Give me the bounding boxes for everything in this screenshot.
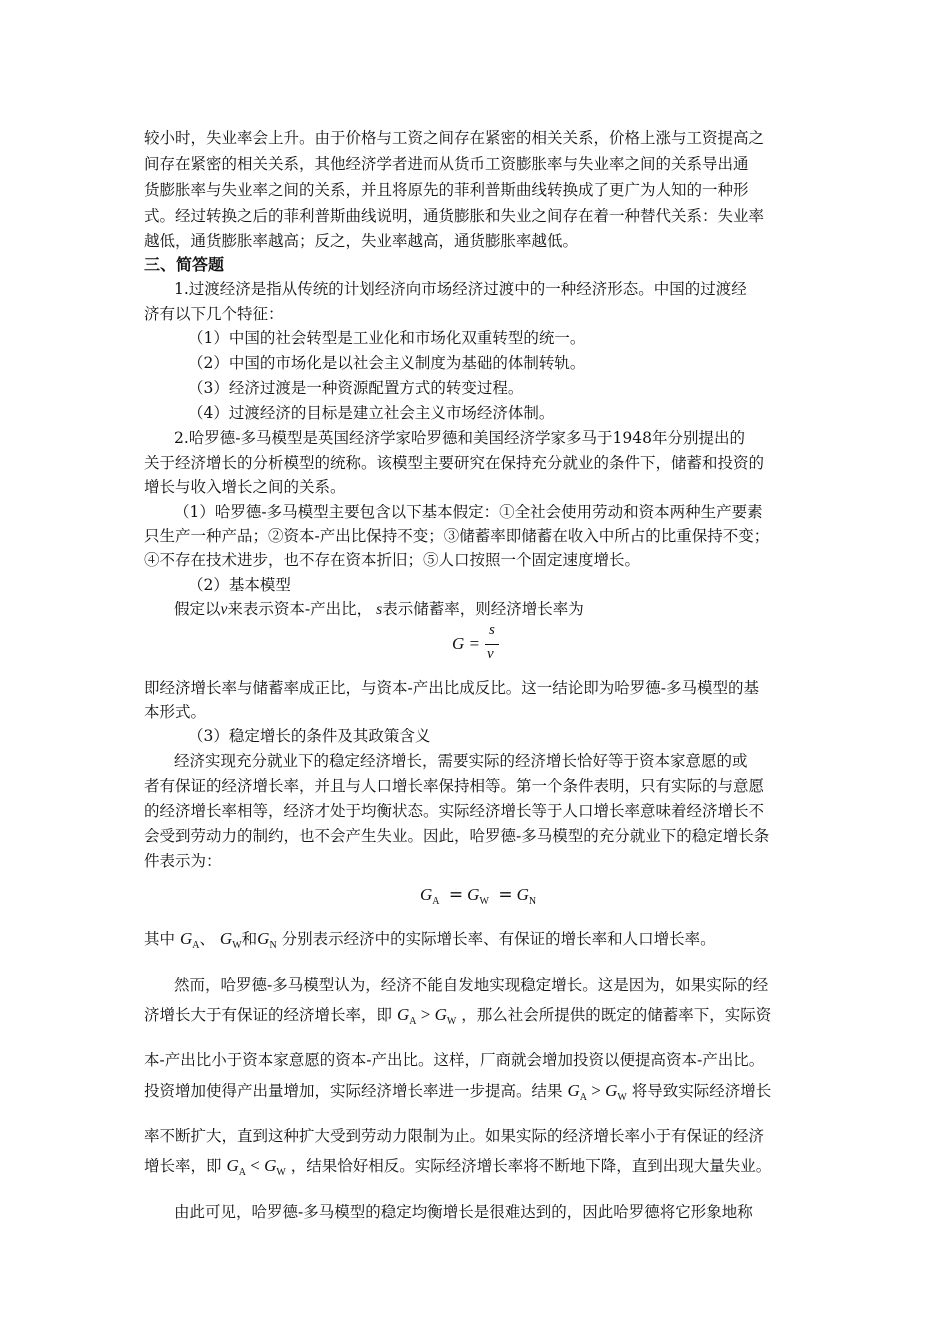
section-heading: 三、简答题 bbox=[144, 255, 225, 274]
paragraph-line: 式。经过转换之后的菲利普斯曲线说明，通货膨胀和失业之间存在着一种替代关系：失业率 bbox=[144, 207, 765, 225]
paragraph-line: 越低，通货膨胀率越高；反之，失业率越高，通货膨胀率越低。 bbox=[144, 232, 579, 250]
paragraph-line: 者有保证的经济增长率，并且与人口增长率保持相等。第一个条件表明，只有实际的与意愿 bbox=[144, 777, 765, 795]
paragraph-line: 的经济增长率相等，经济才处于均衡状态。实际经济增长等于人口增长率意味着经济增长不 bbox=[144, 802, 765, 820]
paragraph-line: 关于经济增长的分析模型的统称。该模型主要研究在保持充分就业的条件下，储蓄和投资的 bbox=[144, 454, 765, 472]
paragraph-line: （1）哈罗德-多马模型主要包含以下基本假定：①全社会使用劳动和资本两种生产要素 bbox=[174, 503, 763, 521]
paragraph-line: 件表示为： bbox=[144, 852, 222, 870]
paragraph-line: 会受到劳动力的制约，也不会产生失业。因此，哈罗德-多马模型的充分就业下的稳定增长条 bbox=[144, 827, 770, 845]
list-item: （1）中国的社会转型是工业化和市场化双重转型的统一。 bbox=[188, 329, 586, 347]
paragraph-line: 货膨胀率与失业率之间的关系，并且将原先的菲利普斯曲线转换成了更广为人知的一种形 bbox=[144, 181, 749, 199]
paragraph-line: 由此可见，哈罗德-多马模型的稳定均衡增长是很难达到的，因此哈罗德将它形象地称 bbox=[174, 1203, 753, 1221]
list-item: （4）过渡经济的目标是建立社会主义市场经济体制。 bbox=[188, 404, 555, 422]
paragraph-line: 济有以下几个特征： bbox=[144, 305, 284, 323]
paragraph-line: 增长率，即 $G_A < G_W$ ，结果恰好相反。实际经济增长率将不断地下降，直到出现大量失业。 bbox=[144, 1156, 772, 1178]
paragraph-line: 即经济增长率与储蓄率成正比，与资本-产出比成反比。这一结论即为哈罗德-多马模型的基 bbox=[144, 679, 759, 697]
paragraph-line: 假定以v来表示资本-产出比， s表示储蓄率，则经济增长率为 bbox=[174, 600, 584, 618]
paragraph-line: 投资增加使得产出量增加，实际经济增长率进一步提高。结果 $G_A > G_W$ 将导致实际经济增长 bbox=[144, 1081, 772, 1103]
list-item: （3）经济过渡是一种资源配置方式的转变过程。 bbox=[188, 379, 524, 397]
paragraph-line: 经济实现充分就业下的稳定经济增长，需要实际的经济增长恰好等于资本家意愿的或 bbox=[174, 752, 748, 770]
subsection-title: （3）稳定增长的条件及其政策含义 bbox=[188, 727, 431, 745]
paragraph-line: 本-产出比小于资本家意愿的资本-产出比。这样，厂商就会增加投资以便提高资本-产出比。 bbox=[144, 1051, 765, 1069]
paragraph-line: 较小时，失业率会上升。由于价格与工资之间存在紧密的相关关系，价格上涨与工资提高之 bbox=[144, 129, 765, 147]
paragraph-line: 然而，哈罗德-多马模型认为，经济不能自发地实现稳定增长。这是因为，如果实际的经 bbox=[174, 976, 769, 994]
paragraph-line: 其中 $G_A$、 $G_W$和$G_N$ 分别表示经济中的实际增长率、有保证的增长率和人口增长率。 bbox=[144, 929, 716, 951]
list-item: （2）中国的市场化是以社会主义制度为基础的体制转轨。 bbox=[188, 354, 586, 372]
paragraph-line: 增长与收入增长之间的关系。 bbox=[144, 478, 346, 496]
subsection-title: （2）基本模型 bbox=[188, 576, 291, 594]
paragraph-line: 1.过渡经济是指从传统的计划经济向市场经济过渡中的一种经济形态。中国的过渡经 bbox=[174, 280, 747, 298]
paragraph-line: 2.哈罗德-多马模型是英国经济学家哈罗德和美国经济学家多马于1948年分别提出的 bbox=[174, 429, 745, 447]
paragraph-line: 率不断扩大，直到这种扩大受到劳动力限制为止。如果实际的经济增长率小于有保证的经济 bbox=[144, 1127, 765, 1145]
paragraph-line: ④不存在技术进步，也不存在资本折旧；⑤人口按照一个固定速度增长。 bbox=[144, 551, 641, 569]
paragraph-line: 济增长大于有保证的经济增长率，即 $G_A > G_W$ ，那么社会所提供的既定的储蓄率下，实际资 bbox=[144, 1005, 772, 1027]
paragraph-line: 本形式。 bbox=[144, 703, 207, 721]
formula-stable-growth: $G_A = G_W = G_N$ bbox=[420, 885, 537, 907]
paragraph-line: 只生产一种产品；②资本-产出比保持不变；③储蓄率即储蓄在收入中所占的比重保持不变； bbox=[144, 527, 770, 545]
paragraph-line: 间存在紧密的相关关系，其他经济学者进而从货币工资膨胀率与失业率之间的关系导出通 bbox=[144, 155, 749, 173]
